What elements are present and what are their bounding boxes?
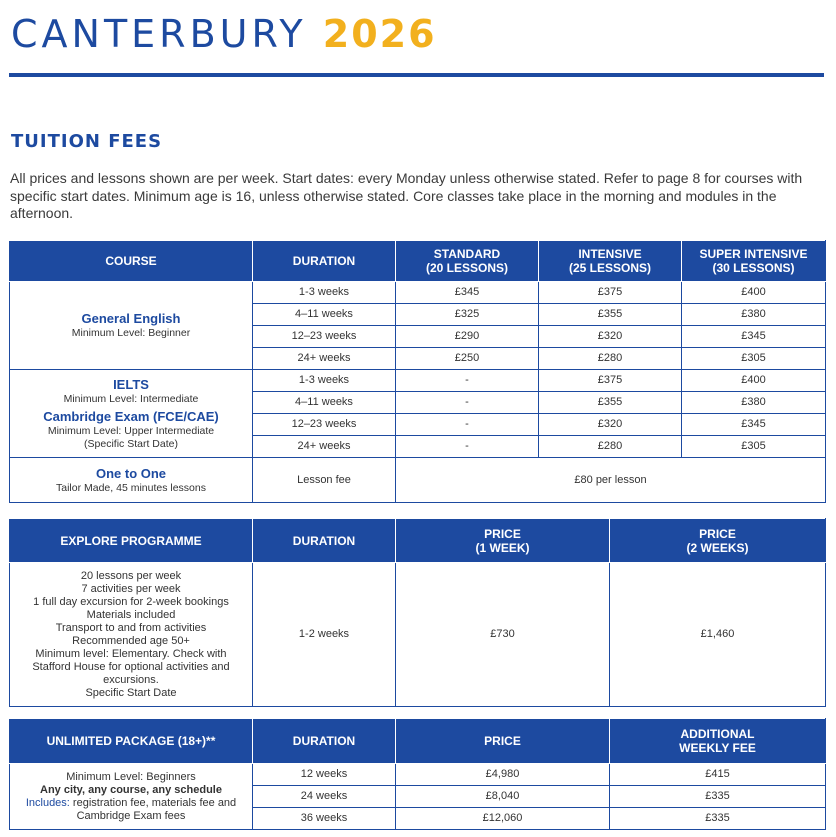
price-cell: £355: [539, 392, 682, 414]
duration-cell: Lesson fee: [253, 458, 396, 503]
col-header-duration: DURATION: [253, 719, 396, 764]
price-cell: £355: [539, 304, 682, 326]
price-cell-one-to-one: £80 per lesson: [396, 458, 826, 503]
price-cell: -: [396, 392, 539, 414]
description-line: excursions.: [103, 673, 159, 686]
col-header-price-2-weeks: PRICE (2 WEEKS): [610, 519, 826, 563]
title-divider: [9, 73, 824, 77]
package-level: Minimum Level: Beginners: [66, 770, 196, 783]
description-line: 7 activities per week: [81, 582, 181, 595]
course-detail: Tailor Made, 45 minutes lessons: [56, 481, 206, 494]
description-line: Specific Start Date: [85, 686, 177, 699]
price-cell: £380: [682, 304, 826, 326]
package-scope: Any city, any course, any schedule: [40, 783, 222, 796]
price-cell: £8,040: [396, 786, 610, 808]
col-header-unlimited-package: UNLIMITED PACKAGE (18+)**: [10, 719, 253, 764]
explore-programme-table: [9, 518, 826, 707]
intro-paragraph: All prices and lessons shown are per week. Start dates: every Monday unless otherwise stated. Refer to page 8 for courses with specific start dates. Minimum age is 16, unless otherwise stated. Core classes take place in the morning and modules in the afternoon.: [10, 170, 803, 221]
duration-cell: 24 weeks: [253, 786, 396, 808]
price-cell: £12,060: [396, 808, 610, 830]
course-cell-general-english: [10, 282, 253, 370]
course-level-ielts: Minimum Level: Intermediate: [63, 392, 199, 405]
price-cell: £320: [539, 414, 682, 436]
course-cell-one-to-one: [10, 458, 253, 503]
col-header-course: COURSE: [10, 241, 253, 282]
price-cell: £400: [682, 282, 826, 304]
description-line: Recommended age 50+: [72, 634, 190, 647]
price-cell: -: [396, 370, 539, 392]
fee-cell: £335: [610, 786, 826, 808]
fee-cell: £415: [610, 764, 826, 786]
page-title: [11, 12, 437, 56]
unlimited-description-cell: [10, 764, 253, 830]
course-level-cambridge: Minimum Level: Upper Intermediate: [47, 424, 215, 437]
price-cell: £290: [396, 326, 539, 348]
course-name: General English: [81, 311, 181, 326]
price-cell: £1,460: [610, 563, 826, 707]
package-includes: Includes: registration fee, materials fee and: [25, 796, 237, 809]
table-row: [10, 370, 826, 392]
price-cell: £305: [682, 348, 826, 370]
city-name: CANTERBURY: [11, 12, 307, 56]
duration-cell: 12–23 weeks: [253, 326, 396, 348]
col-header-duration: DURATION: [253, 519, 396, 563]
price-cell: £730: [396, 563, 610, 707]
description-line: Transport to and from activities: [55, 621, 207, 634]
description-line: Materials included: [86, 608, 176, 621]
col-header-duration: DURATION: [253, 241, 396, 282]
duration-cell: 12 weeks: [253, 764, 396, 786]
table-row: [10, 458, 826, 503]
unlimited-package-table: [9, 718, 826, 830]
col-header-standard: STANDARD (20 LESSONS): [396, 241, 539, 282]
course-name-cambridge: Cambridge Exam (FCE/CAE): [43, 408, 219, 424]
price-cell: -: [396, 414, 539, 436]
price-cell: £375: [539, 282, 682, 304]
duration-cell: 1-3 weeks: [253, 282, 396, 304]
table-header-row: [10, 519, 826, 563]
table-row: [10, 764, 826, 786]
duration-cell: 4–11 weeks: [253, 392, 396, 414]
course-name: One to One: [95, 465, 167, 481]
explore-description-cell: [10, 563, 253, 707]
price-cell: £375: [539, 370, 682, 392]
price-cell: £380: [682, 392, 826, 414]
price-cell: £345: [682, 326, 826, 348]
price-cell: £280: [539, 348, 682, 370]
col-header-explore-programme: EXPLORE PROGRAMME: [10, 519, 253, 563]
duration-cell: 36 weeks: [253, 808, 396, 830]
price-cell: -: [396, 436, 539, 458]
package-includes-cont: Cambridge Exam fees: [76, 809, 186, 822]
col-header-additional-weekly-fee: ADDITIONAL WEEKLY FEE: [610, 719, 826, 764]
tuition-fees-table: [9, 240, 826, 503]
description-line: Minimum level: Elementary. Check with: [35, 647, 227, 660]
price-cell: £4,980: [396, 764, 610, 786]
includes-label: Includes:: [25, 796, 70, 809]
duration-cell: 1-2 weeks: [253, 563, 396, 707]
duration-cell: 24+ weeks: [253, 436, 396, 458]
table-row: [10, 563, 826, 707]
price-cell: £400: [682, 370, 826, 392]
price-cell: £280: [539, 436, 682, 458]
price-cell: £345: [396, 282, 539, 304]
col-header-intensive: INTENSIVE (25 LESSONS): [539, 241, 682, 282]
description-line: Stafford House for optional activities and: [32, 660, 230, 673]
year: 2026: [322, 12, 437, 56]
duration-cell: 1-3 weeks: [253, 370, 396, 392]
table-row: [10, 282, 826, 304]
duration-cell: 24+ weeks: [253, 348, 396, 370]
fee-cell: £335: [610, 808, 826, 830]
table-header-row: [10, 719, 826, 764]
price-cell: £325: [396, 304, 539, 326]
col-header-price: PRICE: [396, 719, 610, 764]
course-level: Minimum Level: Beginner: [71, 327, 191, 339]
price-cell: £305: [682, 436, 826, 458]
duration-cell: 4–11 weeks: [253, 304, 396, 326]
duration-cell: 12–23 weeks: [253, 414, 396, 436]
price-cell: £320: [539, 326, 682, 348]
col-header-super-intensive: SUPER INTENSIVE (30 LESSONS): [682, 241, 826, 282]
col-header-price-1-week: PRICE (1 WEEK): [396, 519, 610, 563]
description-line: 20 lessons per week: [80, 569, 182, 582]
course-note-cambridge: (Specific Start Date): [84, 437, 178, 450]
course-name-ielts: IELTS: [113, 376, 149, 392]
price-cell: £250: [396, 348, 539, 370]
price-cell: £345: [682, 414, 826, 436]
section-heading: TUITION FEES: [11, 131, 163, 152]
course-cell-ielts-cambridge: [10, 370, 253, 458]
description-line: 1 full day excursion for 2-week bookings: [33, 595, 229, 608]
table-header-row: [10, 241, 826, 282]
